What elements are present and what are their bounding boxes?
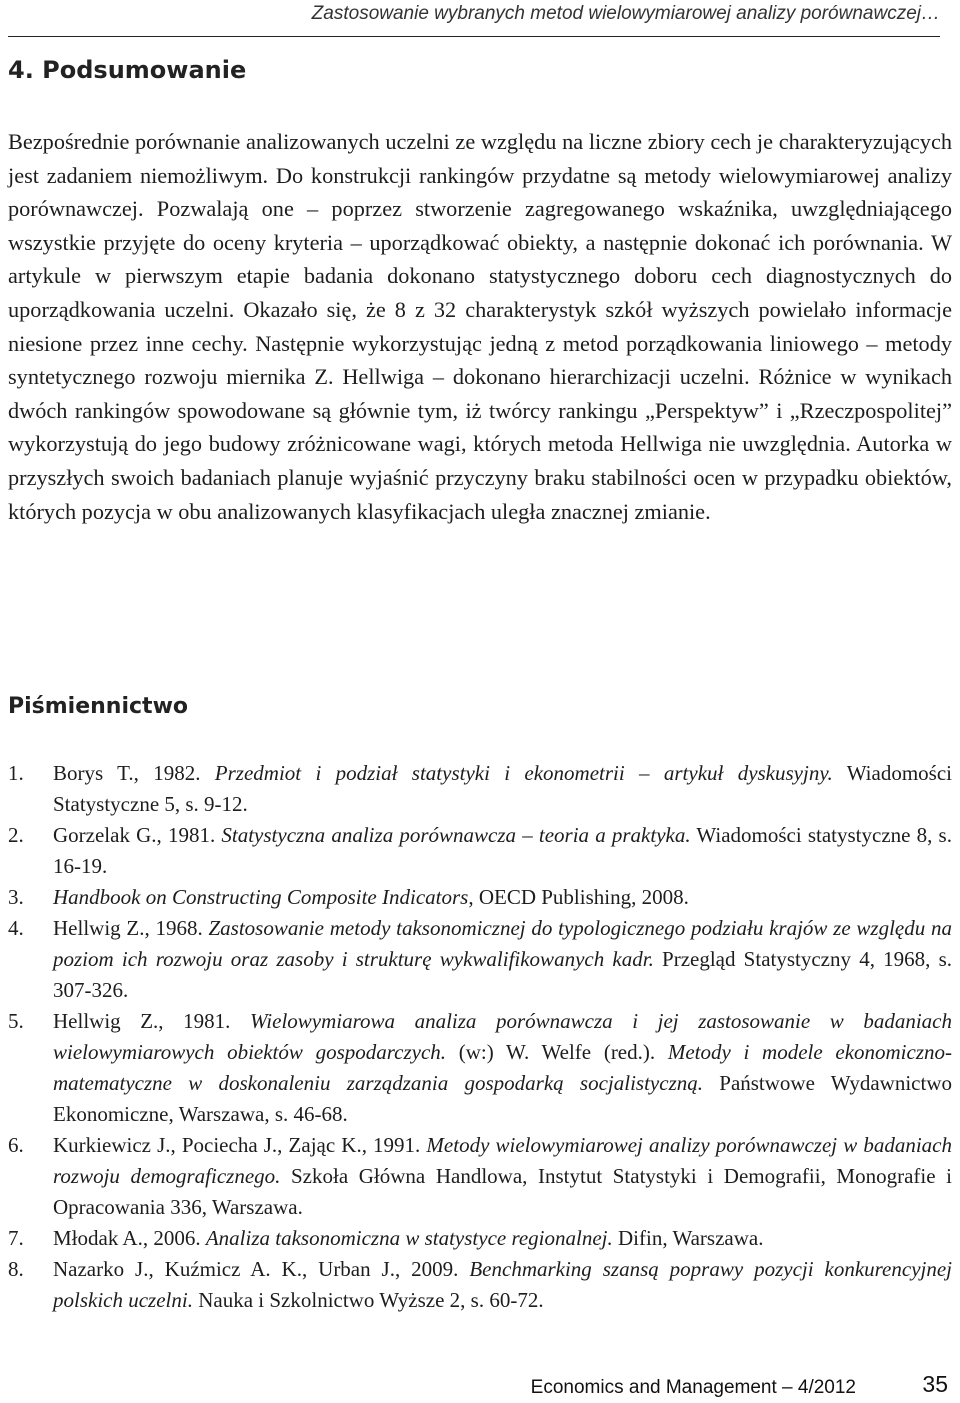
reference-item [8,1006,952,1130]
summary-paragraph: Bezpośrednie porównanie analizowanych uczelni ze względu na liczne zbiory cech je charakteryzujących jest zadaniem niemożliwym. Do konstrukcji rankingów przydatne są metody wielowymiarowej analizy porównawczej. Pozwalają one – poprzez stworzenie zagregowanego wskaźnika, uwzględniającego wszystkie przyjęte do oceny kryteria – uporządkować obiekty, a następnie dokonać ich porównania. W artykule w pierwszym etapie badania dokonano statystycznego doboru cech diagnostycznych do uporządkowania uczelni. Okazało się, że 8 z 32 charakterystyk szkół wyższych powielało informacje niesione przez inne cechy. Następnie wykorzystując jedną z metod porządkowania liniowego – metody syntetycznego rozwoju miernika Z. Hellwiga – dokonano hierarchizacji uczelni. Różnice w wynikach dwóch rankingów spowodowane są głównie tym, iż twórcy rankingu „Perspektyw” i „Rzeczpospolitej” wykorzystują do jego budowy zróżnicowane wagi, których metoda Hellwiga nie uwzględnia. Autorka w przyszłych swoich badaniach planuje wyjaśnić przyczyny braku stabilności ocen w przypadku obiektów, których pozycja w obu analizowanych klasyfikacjach uległa znacznej zmianie. [8,129,952,524]
reference-item [8,1223,952,1254]
reference-source: Nauka i Szkolnictwo Wyższe 2, s. 60-72. [192,1288,544,1312]
reference-number: 6. [8,1133,24,1157]
running-title: Zastosowanie wybranych metod wielowymiarowej analizy porównawczej… [311,3,940,24]
reference-title: Przedmiot i podział statystyki i ekonometrii – artykuł dyskusyjny. [214,761,833,785]
reference-number: 3. [8,885,24,909]
reference-item [8,758,952,820]
reference-number: 5. [8,1009,24,1033]
reference-item [8,1254,952,1316]
running-header [8,0,940,37]
reference-source: Wiadomości statystyczne 8, s. 16-19. [53,823,952,878]
reference-item [8,820,952,882]
reference-title: Statystyczna analiza porównawcza – teoria a praktyka. [221,823,691,847]
reference-item [8,913,952,1006]
page-footer [8,1372,948,1400]
reference-author: Gorzelak G., 1981. [53,823,222,847]
reference-title: Analiza taksonomiczna w statystyce regionalnej. [205,1226,613,1250]
reference-title: Handbook on Constructing Composite Indicators [53,885,469,909]
reference-source: Szkoła Główna Handlowa, Instytut Statystyki i Demografii, Monografie i Opracowania 336, Warszawa. [53,1164,952,1219]
footer-journal: Economics and Management – 4/2012 [530,1377,856,1398]
reference-publisher: Państwowe Wydawnictwo Ekonomiczne, Warszawa, s. 46-68. [53,1071,952,1126]
reference-source: Difin, Warszawa. [612,1226,764,1250]
reference-title: Benchmarking szansą poprawy pozycji konkurencyjnej polskich uczelni. [53,1257,953,1312]
reference-number: 4. [8,916,24,940]
reference-author: Hellwig Z., 1968. [53,916,209,940]
reference-title: Wielowymiarowa analiza porównawcza i jej zastosowanie w badaniach wielowymiarowych obiektów gospodarczych. [53,1009,953,1064]
reference-number: 7. [8,1226,24,1250]
reference-source: Przegląd Statystyczny 4, 1968, s. 307-326. [53,947,952,1002]
section-title: 4. Podsumowanie [8,56,247,84]
references-title: Piśmiennictwo [8,694,189,719]
reference-source: , OECD Publishing, 2008. [468,885,689,909]
reference-book-title: Metody i modele ekonomiczno-matematyczne w doskonaleniu zarządzania gospodarką socjalistyczną. [53,1040,953,1095]
page-number: 35 [922,1371,948,1397]
reference-source: Wiadomości Statystyczne 5, s. 9-12. [53,761,952,816]
reference-author: Młodak A., 2006. [53,1226,206,1250]
reference-item [8,882,952,913]
reference-source: (w:) W. Welfe (red.). [446,1040,668,1064]
reference-author: Nazarko J., Kuźmicz A. K., Urban J., 2009. [53,1257,470,1281]
reference-author: Borys T., 1982. [53,761,215,785]
reference-number: 8. [8,1257,24,1281]
reference-title: Metody wielowymiarowej analizy porównawczej w badaniach rozwoju demograficznego. [53,1133,952,1188]
reference-number: 2. [8,823,24,847]
reference-author: Hellwig Z., 1981. [53,1009,250,1033]
reference-number: 1. [8,761,24,785]
reference-item [8,1130,952,1223]
reference-title: Zastosowanie metody taksonomicznej do typologicznego podziału krajów ze względu na poziom ich rozwoju oraz zasoby i strukturę wykwalifikowanych kadr. [53,916,953,971]
reference-list [8,758,952,1316]
reference-author: Kurkiewicz J., Pociecha J., Zając K., 1991. [53,1133,427,1157]
